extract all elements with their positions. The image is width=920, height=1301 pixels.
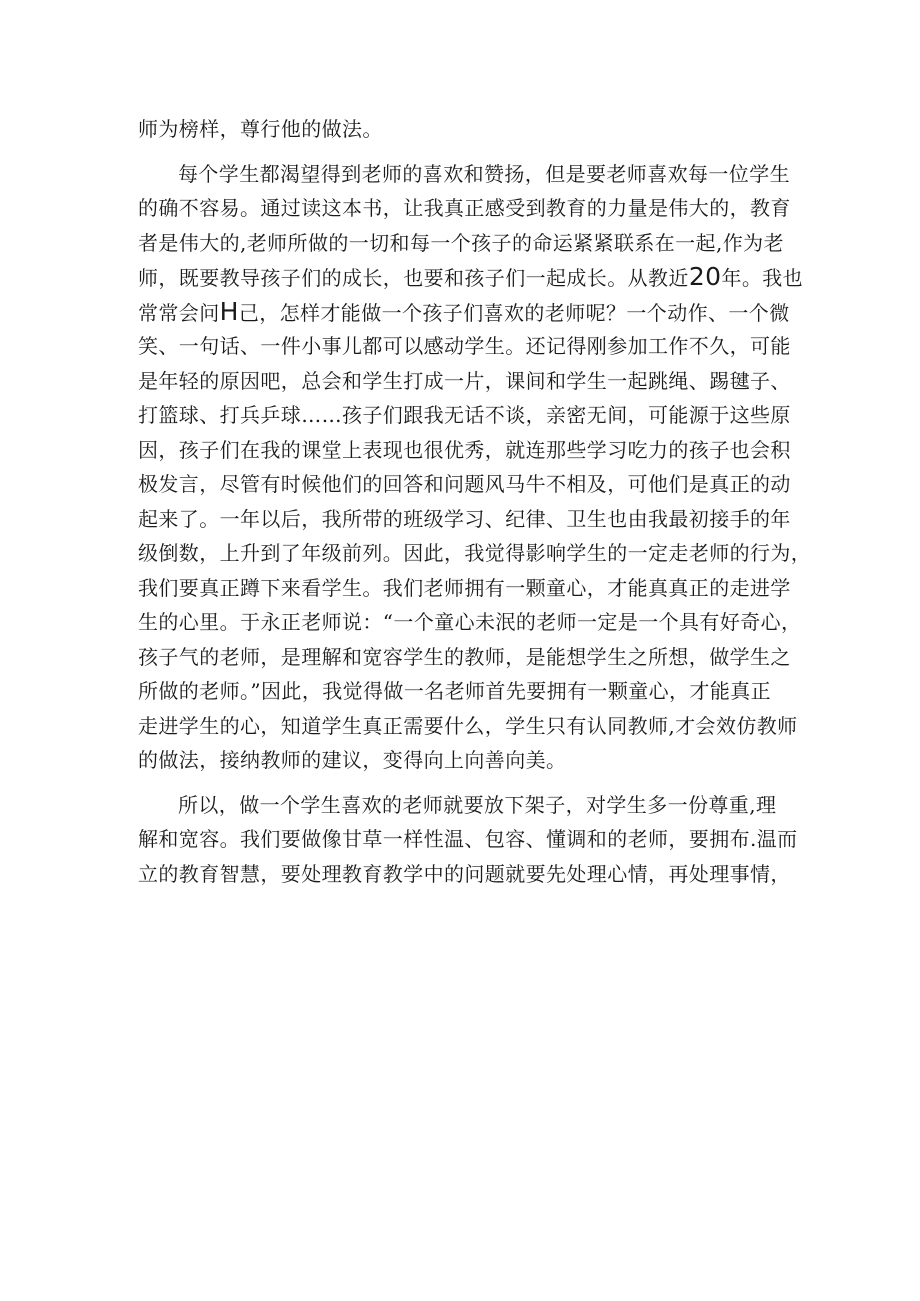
text-segment: H (219, 296, 239, 326)
text-line: 笑、一句话、一件小事儿都可以感动学生。还记得刚参加工作不久，可能 (138, 334, 791, 358)
text-line: 生的心里。于永正老师说：“一个童心未泯的老师一定是一个具有好奇心， (138, 610, 802, 634)
text-line: 者是伟大的,老师所做的一切和每一个孩子的命运紧紧联系在一起,作为老 (138, 230, 784, 255)
body-text (138, 112, 812, 891)
text-line: 所以，做一个学生喜欢的老师就要放下架子，对学生多一份尊重,理 (178, 792, 777, 817)
text-line: 我们要真正蹲下来看学生。我们老师拥有一颗童心，才能真真正的走进学 (138, 575, 791, 600)
text-line: 级倒数，上升到了年级前列。因此，我觉得影响学生的一定走老师的行为， (138, 541, 812, 565)
text-line: 起来了。一年以后，我所带的班级学习、纪律、卫生也由我最初接手的年 (138, 506, 791, 531)
text-segment: 年。我也 (721, 266, 804, 290)
text-line: 解和宽容。我们要做像甘草一样性温、包容、懂调和的老师，要拥布.温而 (138, 827, 798, 851)
text-line: 师为榜样，尊行他的做法。 (138, 117, 383, 141)
text-line: 所做的老师。”因此，我觉得做一名老师首先要拥有一颗童心，才能真正 (138, 679, 772, 703)
text-segment: 己，怎样才能做一个孩子们喜欢的老师呢？一个动作、一个微 (238, 300, 790, 325)
text-line: 因，孩子们在我的课堂上表现也很优秀，就连那些学习吃力的孩子也会积 (138, 437, 791, 462)
text-line: 的做法，接纳教师的建议，变得向上向善向美。 (138, 748, 567, 772)
text-line: 孩子气的老师，是理解和宽容学生的教师，是能想学生之所想，做学生之 (138, 644, 791, 669)
text-line (138, 260, 804, 295)
text-line: 是年轻的原因吧，总会和学生打成一片，课间和学生一起跳绳、踢毽子、 (138, 368, 791, 393)
text-line: 立的教育智慧，要处理教育教学中的问题就要先处理心情，再处理事情， (138, 861, 791, 886)
text-segment: 常常会问 (138, 300, 220, 325)
text-segment: 20 (688, 262, 722, 291)
text-line: 走进学生的心，知道学生真正需要什么，学生只有认同教师,才会效仿教师 (138, 713, 798, 738)
text-segment: 师，既要教导孩子们的成长，也要和孩子们一起成长。从教近 (138, 266, 689, 290)
text-line (138, 295, 798, 330)
text-line: 极发言，尽管有时候他们的回答和问题风马牛不相及，可他们是真正的动 (138, 472, 791, 496)
text-line: 的确不容易。通过读这本书，让我真正感受到教育的力量是伟大的，教育 (138, 196, 791, 220)
text-line: 每个学生都渴望得到老师的喜欢和赞扬，但是要老师喜欢每一位学生 (178, 161, 790, 186)
text-line: 打篮球、打兵乒球……孩子们跟我无话不谈，亲密无间，可能源于这些原 (138, 403, 791, 427)
